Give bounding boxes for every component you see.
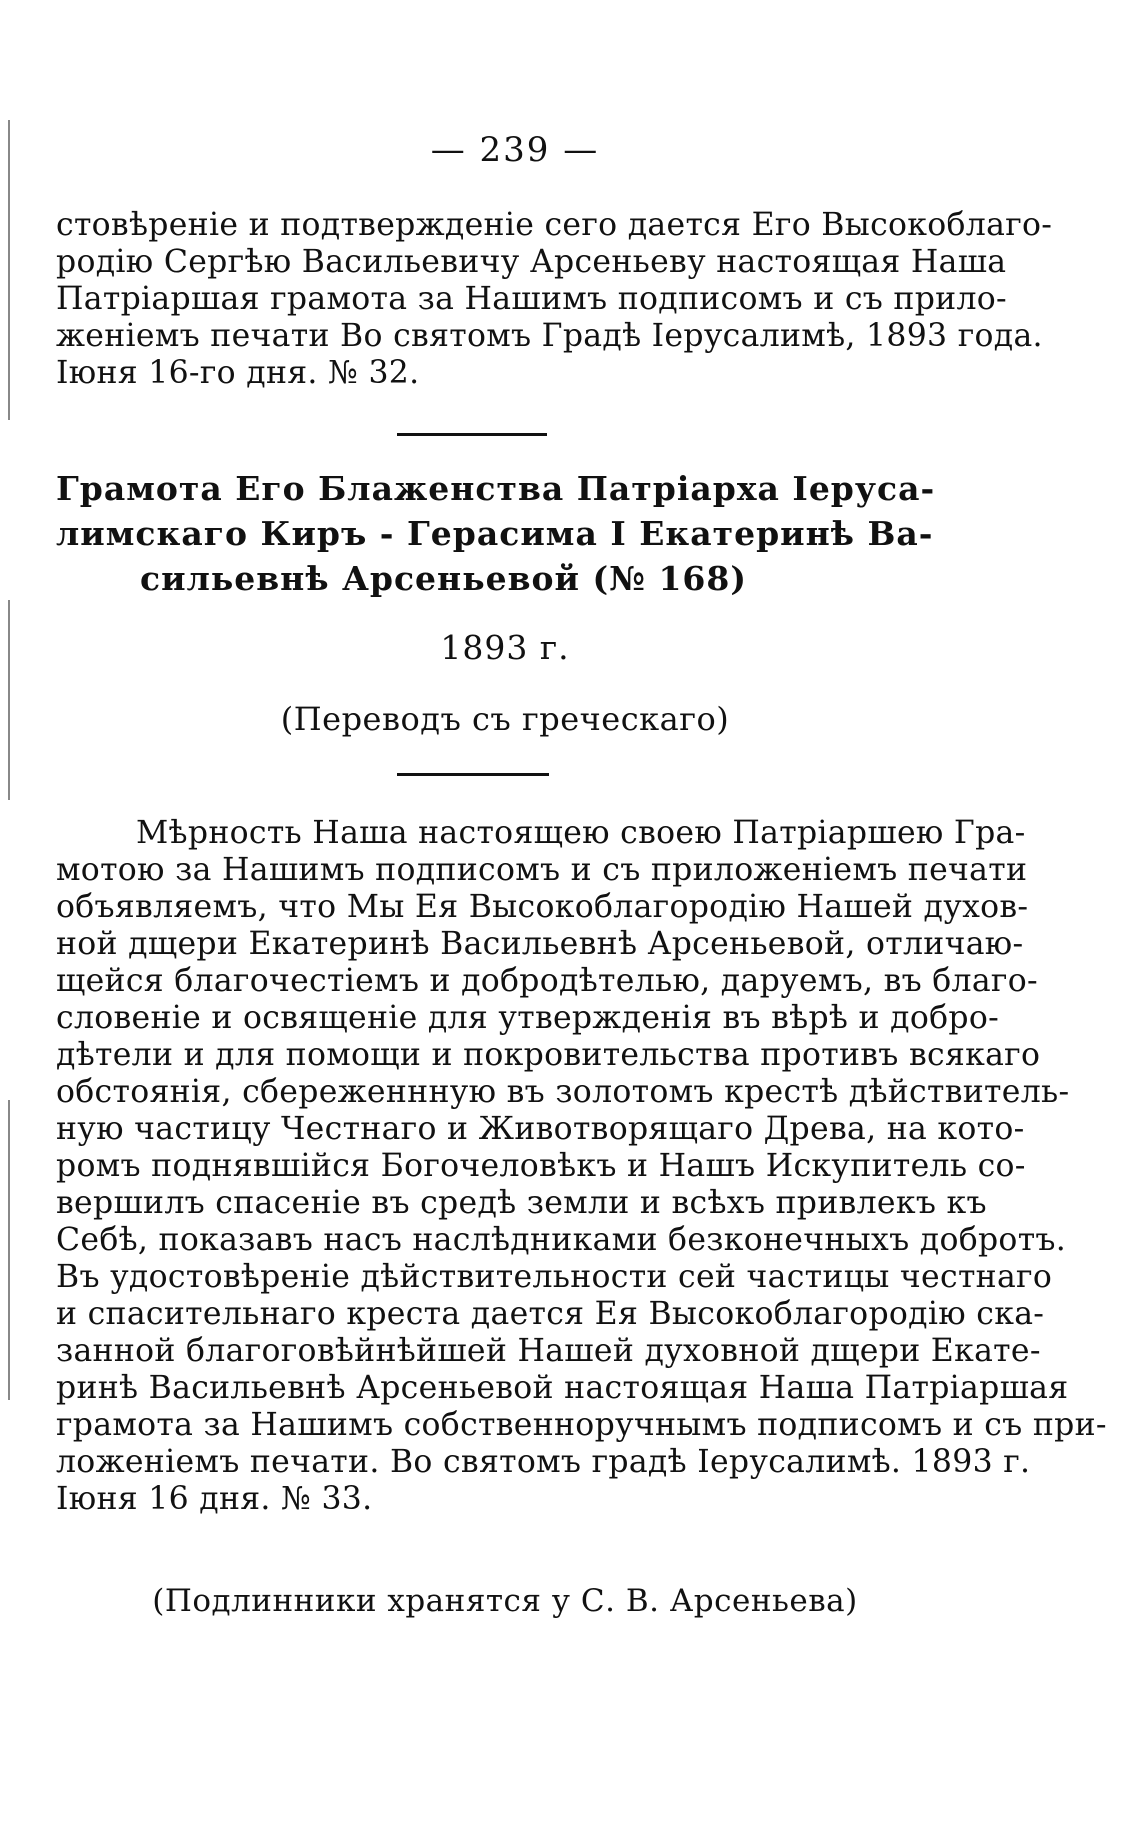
title-line: Грамота Его Блаженства Патріарха Іеруса- <box>56 469 936 508</box>
text-line: дѣтели и для помощи и покровительства противъ всякаго <box>56 1037 1041 1073</box>
text-line: ромъ поднявшійся Богочеловѣкъ и Нашъ Искупитель со- <box>56 1148 1026 1184</box>
section-title <box>56 466 936 601</box>
text-line: Іюня 16 дня. № 33. <box>56 1481 373 1517</box>
text-line: Іюня 16-го дня. № 32. <box>56 355 420 391</box>
text-line: ной дщери Екатеринѣ Васильевнѣ Арсеньевой, отличаю- <box>56 926 1024 962</box>
text-line: ложеніемъ печати. Во святомъ градѣ Іерусалимѣ. 1893 г. <box>56 1444 1031 1480</box>
margin-scan-mark <box>8 1100 10 1400</box>
text-line: грамота за Нашимъ собственноручнымъ подписомъ и съ при- <box>56 1407 1107 1443</box>
text-line: и спасительнаго креста дается Ея Высокоблагородію ска- <box>56 1296 1045 1332</box>
text-line: Патріаршая грамота за Нашимъ подписомъ и съ прило- <box>56 281 1007 317</box>
text-line: щейся благочестіемъ и добродѣтелью, даруемъ, въ благо- <box>56 963 1038 999</box>
title-line: лимскаго Киръ - Герасима І Екатеринѣ Ва- <box>56 514 934 553</box>
footnote-originals: (Подлинники хранятся у С. В. Арсеньева) <box>152 1583 858 1619</box>
text-line: стовѣреніе и подтвержденіе сего дается Его Высокоблаго- <box>56 207 1053 243</box>
text-line: Себѣ, показавъ насъ наслѣдниками безконечныхъ добротъ. <box>56 1222 1067 1258</box>
translation-note: (Переводъ съ греческаго) <box>280 700 730 738</box>
page-number: — 239 — <box>430 130 600 170</box>
text-line: ринѣ Васильевнѣ Арсеньевой настоящая Наша Патріаршая <box>56 1370 1069 1406</box>
text-line: словеніе и освященіе для утвержденія въ вѣрѣ и добро- <box>56 1000 1000 1036</box>
text-line: Мѣрность Наша настоящею своею Патріаршею Гра- <box>136 815 1026 851</box>
text-line: мотою за Нашимъ подписомъ и съ приложеніемъ печати <box>56 852 1028 888</box>
text-line: Въ удостовѣреніе дѣйствительности сей частицы честнаго <box>56 1259 1053 1295</box>
paragraph-charter-text <box>56 815 1107 1518</box>
section-divider <box>397 773 549 776</box>
section-divider <box>397 433 547 436</box>
text-line: ную частицу Честнаго и Животворящаго Древа, на кото- <box>56 1111 1025 1147</box>
text-line: родію Сергѣю Васильевичу Арсеньеву настоящая Наша <box>56 244 1007 280</box>
paragraph-closing-previous <box>56 207 1053 392</box>
text-line: вершилъ спасеніе въ средѣ земли и всѣхъ привлекъ къ <box>56 1185 987 1221</box>
text-line: объявляемъ, что Мы Ея Высокоблагородію Нашей духов- <box>56 889 1029 925</box>
document-year: 1893 г. <box>440 628 570 667</box>
text-line: занной благоговѣйнѣйшей Нашей духовной дщери Екате- <box>56 1333 1041 1369</box>
text-line: женіемъ печати Во святомъ Градѣ Іерусалимѣ, 1893 года. <box>56 318 1043 354</box>
title-line: сильевнѣ Арсеньевой (№ 168) <box>140 559 747 598</box>
text-line: обстоянія, сбереженнную въ золотомъ крестѣ дѣйствитель- <box>56 1074 1070 1110</box>
